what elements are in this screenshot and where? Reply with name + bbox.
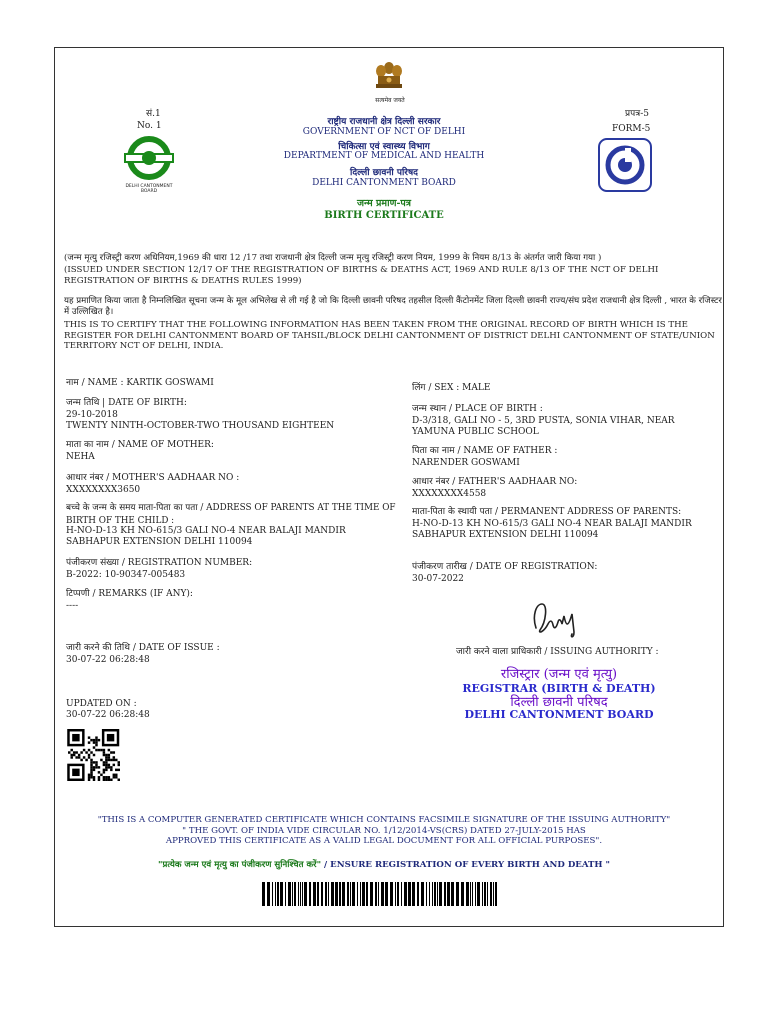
registrar-en: REGISTRAR (BIRTH & DEATH) (462, 682, 656, 695)
slogan-hi: "प्रत्येक जन्म एवं मृत्यु का पंजीकरण सुनिश्चित करें" (158, 860, 322, 870)
issued-en: (ISSUED UNDER SECTION 12/17 OF THE REGISTRATION OF BIRTHS & DEATHS ACT, 1969 AND RULE 8/13 OF THE NCT OF DELHI REGISTRATION OF BIRTHS & DEATHS RULES 1999) (64, 265, 659, 286)
title-hi: जन्म प्रमाण-पत्र (356, 198, 412, 209)
dob-value: 29-10-2018 (66, 410, 118, 420)
national-emblem-icon (371, 58, 407, 98)
pob-label: जन्म स्थान / PLACE OF BIRTH : (412, 404, 543, 414)
certify-en: THIS IS TO CERTIFY THAT THE FOLLOWING INFORMATION HAS BEEN TAKEN FROM THE ORIGINAL RECORD OF BIRTH WHICH IS THE REGISTER FOR DELHI CANTONMENT BOARD OF TAHSIL/BLOCK DELHI CANTONMENT OF DISTRICT DELHI CANTONMENT OF STATE/UNION TERRITORY NCT OF DELHI, INDIA. (64, 320, 715, 352)
pob-value: D-3/318, GALI NO - 5, 3RD PUSTA, SONIA VIHAR, NEAR YAMUNA PUBLIC SCHOOL (412, 416, 675, 437)
updated-label: UPDATED ON : (66, 699, 137, 709)
child-name: नाम / NAME : KARTIK GOSWAMI (66, 378, 214, 388)
footer-line1: "THIS IS A COMPUTER GENERATED CERTIFICATE WHICH CONTAINS FACSIMILE SIGNATURE OF THE ISSUING AUTHORITY" (97, 815, 671, 825)
dept-hi: चिकित्सा एवं स्वास्थ्य विभाग (338, 142, 430, 152)
barcode-icon (262, 882, 502, 906)
addr-birth-value: H-NO-D-13 KH NO-615/3 GALI NO-4 NEAR BALAJI MANDIR SABHAPUR EXTENSION DELHI 110094 (66, 526, 346, 547)
dept-en: DEPARTMENT OF MEDICAL AND HEALTH (283, 151, 485, 161)
mother-value: NEHA (66, 452, 95, 462)
addr-perm-value: H-NO-D-13 KH NO-615/3 GALI NO-4 NEAR BALAJI MANDIR SABHAPUR EXTENSION DELHI 110094 (412, 519, 692, 540)
qr-code-icon (66, 729, 122, 781)
reg-date-label: पंजीकरण तारीख / DATE OF REGISTRATION: (412, 562, 598, 572)
slogan-en: / ENSURE REGISTRATION OF EVERY BIRTH AND DEATH " (321, 860, 610, 870)
mother-aadhaar-label: आधार नंबर / MOTHER'S AADHAAR NO : (66, 473, 240, 483)
registrar-board-hi: दिल्ली छावनी परिषद (510, 695, 608, 710)
form-hi: प्रपत्र-5 (625, 109, 649, 119)
dob-words: TWENTY NINTH-OCTOBER-TWO THOUSAND EIGHTEEN (66, 421, 335, 431)
footer-line2: " THE GOVT. OF INDIA VIDE CIRCULAR NO. 1/12/2014-VS(CRS) DATED 27-JULY-2015 HAS (182, 826, 586, 836)
father-aadhaar-value: XXXXXXXX4558 (412, 489, 487, 499)
board-hi: दिल्ली छावनी परिषद (350, 168, 418, 178)
certify-hi: यह प्रमाणित किया जाता है निम्नलिखित सूचना जन्म के मूल अभिलेख से ली गई है जो कि दिल्ली छावनी परिषद तहसील दिल्ली कैंटोनमेंट जिला दिल्ली छावनी राज्य/संघ प्रदेश राजधानी क्षेत्र दिल्ली , भारत के रजिस्टर में उल्लिखित है। (64, 296, 722, 317)
remarks-value: ---- (66, 601, 79, 611)
govt-hi: राष्ट्रीय राजधानी क्षेत्र दिल्ली सरकार (327, 117, 441, 127)
reg-no-label: पंजीकरण संख्या / REGISTRATION NUMBER: (66, 558, 253, 568)
mother-label: माता का नाम / NAME OF MOTHER: (66, 440, 214, 450)
addr-perm-label: माता-पिता के स्थायी पता / PERMANENT ADDRESS OF PARENTS: (412, 507, 682, 517)
updated-value: 30-07-22 06:28:48 (66, 710, 150, 720)
title-en: BIRTH CERTIFICATE (324, 210, 444, 221)
remarks-label: टिप्पणी / REMARKS (IF ANY): (66, 589, 193, 599)
mother-aadhaar-value: XXXXXXXX3650 (66, 485, 141, 495)
govt-en: GOVERNMENT OF NCT OF DELHI (302, 127, 466, 137)
serial-hi: सं.1 (146, 109, 161, 119)
dob-label: जन्म तिथि | DATE OF BIRTH: (66, 398, 187, 408)
authority-label: जारी करने वाला प्राधिकारी / ISSUING AUTHORITY : (456, 647, 659, 657)
father-aadhaar-label: आधार नंबर / FATHER'S AADHAAR NO: (412, 477, 578, 487)
form-en: FORM-5 (612, 124, 651, 134)
registrar-board-en: DELHI CANTONMENT BOARD (464, 708, 654, 721)
child-sex: लिंग / SEX : MALE (412, 383, 491, 393)
emblem-motto: सत्यमेव जयते (375, 97, 405, 104)
footer-line3: APPROVED THIS CERTIFICATE AS A VALID LEGAL DOCUMENT FOR ALL OFFICIAL PURPOSES". (165, 836, 603, 846)
issued-hi: (जन्म मृत्यु रजिस्ट्री करण अधिनियम,1969 की धारा 12 /17 तथा राजधानी क्षेत्र दिल्ली जन्म मृत्यु रजिस्ट्री करण नियम, 1999 के नियम 8/13 के अंतर्गत जारी किया गया ) (64, 253, 602, 263)
registration-logo-icon (598, 138, 652, 192)
serial-en: No. 1 (137, 121, 162, 131)
father-label: पिता का नाम / NAME OF FATHER : (412, 446, 558, 456)
registrar-hi: रजिस्ट्रार (जन्म एवं मृत्यु) (500, 667, 618, 682)
signature-icon (528, 598, 584, 640)
addr-birth-label: बच्चे के जन्म के समय माता-पिता का पता / ADDRESS OF PARENTS AT THE TIME OF BIRTH OF THE CHILD : (66, 503, 396, 526)
issue-date-label: जारी करने की तिथि / DATE OF ISSUE : (66, 643, 220, 653)
board-en: DELHI CANTONMENT BOARD (312, 178, 456, 188)
logo-caption: DELHI CANTONMENT BOARD (125, 184, 173, 194)
cantonment-logo-icon (121, 136, 177, 192)
reg-date-value: 30-07-2022 (412, 574, 464, 584)
footer-slogan (64, 860, 704, 871)
father-value: NARENDER GOSWAMI (412, 458, 520, 468)
reg-no-value: B-2022: 10-90347-005483 (66, 570, 186, 580)
issue-date-value: 30-07-22 06:28:48 (66, 655, 150, 665)
